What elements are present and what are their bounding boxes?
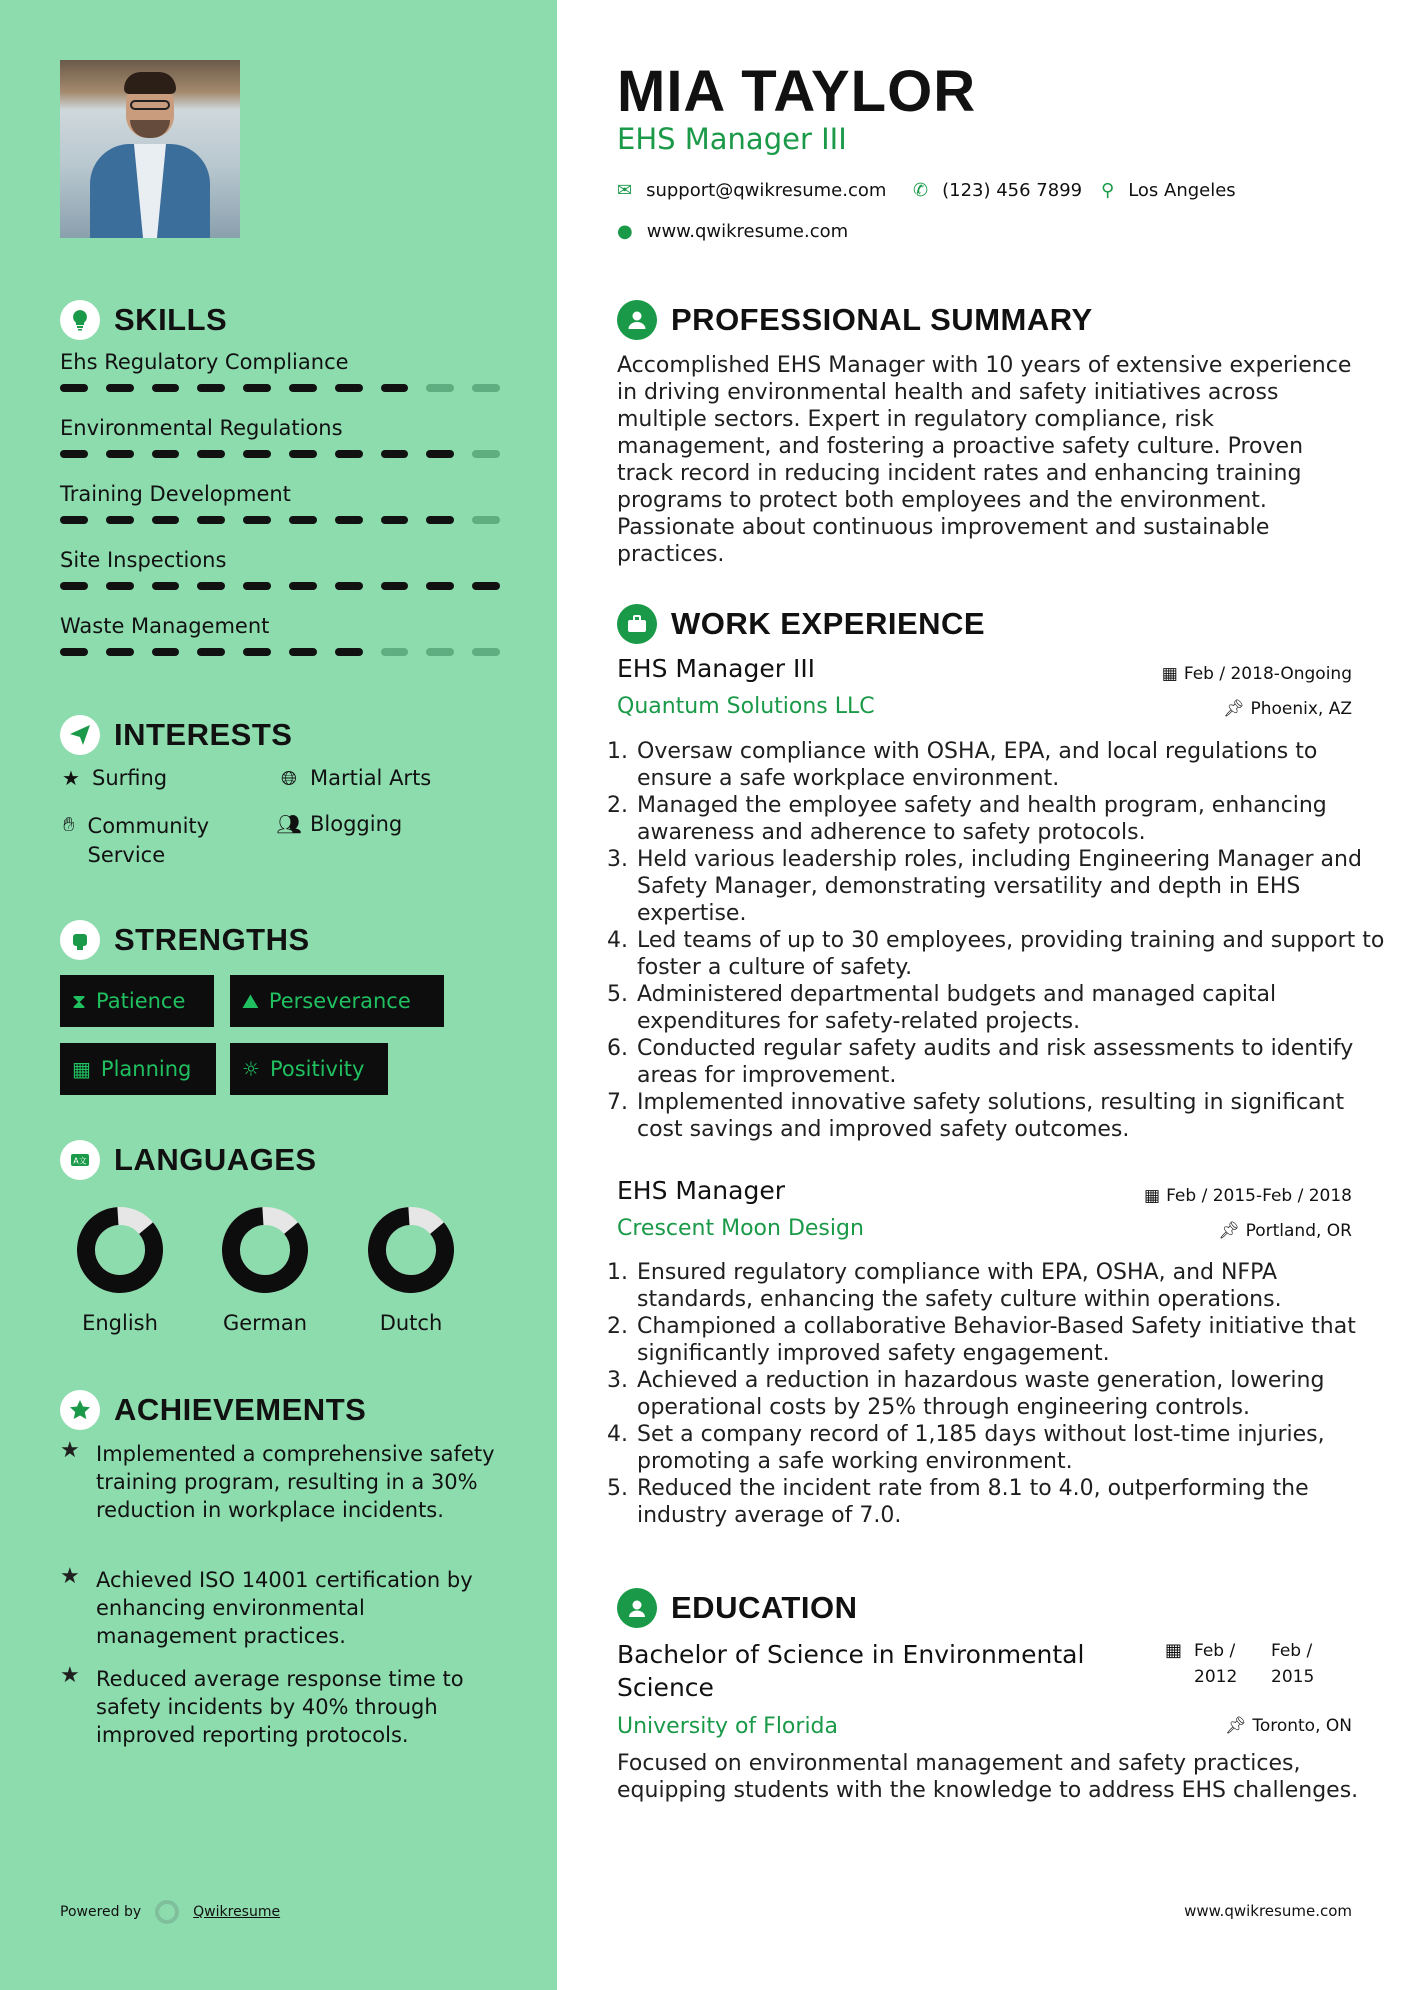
skill-level-segment — [243, 582, 271, 590]
skill-level-segment — [335, 516, 363, 524]
skill-label: Site Inspections — [60, 548, 227, 572]
skill-level-segment — [60, 384, 88, 392]
list-item: 2. Championed a collaborative Behavior-Based Safety initiative that significantly improved safety engagement. — [635, 1313, 1395, 1367]
skill-level-bar — [60, 648, 500, 656]
section-title: EDUCATION — [671, 1590, 858, 1625]
profile-photo — [60, 60, 240, 238]
shooting-star-icon: ★ — [60, 1564, 80, 1589]
pin-icon: 📌︎ — [1217, 1221, 1240, 1241]
list-item: 1. Ensured regulatory compliance with EPA, OSHA, and NFPA standards, enhancing the safety culture within operations. — [635, 1259, 1395, 1313]
achievement-text: Achieved ISO 14001 certification by enhancing environmental management practices. — [96, 1568, 473, 1648]
language-icon — [60, 1140, 100, 1180]
education-end: Feb / 2015 — [1271, 1641, 1315, 1687]
email-text: support@qwikresume.com — [646, 180, 887, 201]
language-name: Dutch — [379, 1311, 443, 1335]
language-item — [346, 1205, 476, 1335]
star-icon: ★ — [62, 766, 80, 790]
skill-level-segment — [152, 582, 180, 590]
skill-level-segment — [472, 648, 500, 656]
job-title: EHS Manager III — [617, 654, 816, 683]
skill-level-segment — [106, 516, 134, 524]
list-item: 3. Achieved a reduction in hazardous waste generation, lowering operational costs by 25% through engineering controls. — [635, 1367, 1395, 1421]
skill-level-segment — [426, 648, 454, 656]
candidate-title: EHS Manager III — [617, 122, 847, 156]
interest-label: Surfing — [92, 766, 168, 790]
section-title: LANGUAGES — [114, 1142, 317, 1177]
user-icon — [617, 300, 657, 340]
language-ring — [75, 1205, 165, 1295]
fist-icon — [60, 920, 100, 960]
globe-icon: 🌐︎ — [281, 766, 297, 790]
skill-level-segment — [106, 384, 134, 392]
achievement-item — [60, 1440, 500, 1524]
company-name: Quantum Solutions LLC — [617, 694, 875, 719]
skill-item — [60, 350, 500, 392]
strength-badge — [60, 1043, 216, 1095]
website-text: www.qwikresume.com — [646, 221, 849, 242]
skill-level-segment — [335, 648, 363, 656]
map-marker-icon: ⚲ — [1101, 180, 1115, 201]
skill-level-segment — [152, 648, 180, 656]
skill-level-segment — [472, 516, 500, 524]
achievement-item — [60, 1665, 500, 1749]
skill-level-segment — [289, 516, 317, 524]
job-dates: ▦ Feb / 2018-Ongoing — [1161, 664, 1352, 684]
list-item: 3. Held various leadership roles, including Engineering Manager and Safety Manager, demonstrating versatility and depth in EHS expertise. — [635, 846, 1395, 927]
job-bullets — [617, 1259, 1395, 1529]
graduate-icon — [617, 1588, 657, 1628]
skill-level-segment — [106, 648, 134, 656]
interest-label: Martial Arts — [310, 766, 432, 790]
list-item: 5. Administered departmental budgets and managed capital expenditures for safety-related projects. — [635, 981, 1395, 1035]
powered-label: Powered by — [60, 1904, 142, 1920]
skill-level-segment — [381, 384, 409, 392]
skill-level-segment — [426, 384, 454, 392]
education-heading — [617, 1588, 857, 1628]
list-item: 1. Oversaw compliance with OSHA, EPA, and local regulations to ensure a safe workplace environment. — [635, 738, 1395, 792]
contact-phone[interactable] — [913, 180, 1082, 201]
degree-title: Bachelor of Science in Environmental Science — [617, 1640, 1085, 1702]
skill-level-segment — [106, 582, 134, 590]
skill-level-segment — [426, 516, 454, 524]
skill-level-segment — [197, 582, 225, 590]
list-item: 4. Led teams of up to 30 employees, providing training and support to foster a culture of safety. — [635, 927, 1395, 981]
paper-plane-icon — [60, 715, 100, 755]
skill-level-segment — [289, 648, 317, 656]
skill-level-segment — [243, 648, 271, 656]
job-dates: ▦ Feb / 2015-Feb / 2018 — [1144, 1186, 1352, 1206]
language-name: German — [222, 1311, 308, 1335]
strengths-heading — [60, 920, 310, 960]
list-item: 5. Reduced the incident rate from 8.1 to 4.0, outperforming the industry average of 7.0. — [635, 1475, 1395, 1529]
language-item — [55, 1205, 185, 1335]
list-item: 4. Set a company record of 1,185 days without lost-time injuries, promoting a safe working environment. — [635, 1421, 1395, 1475]
summary-heading — [617, 300, 1093, 340]
pin-icon: 📌︎ — [1224, 1716, 1247, 1736]
strength-badge — [230, 1043, 388, 1095]
interest-label: Community Service — [87, 814, 210, 867]
section-title: SKILLS — [114, 302, 228, 337]
skill-label: Ehs Regulatory Compliance — [60, 350, 349, 374]
strength-label: Patience — [96, 989, 186, 1013]
job-location: 📌︎ Phoenix, AZ — [1222, 699, 1352, 719]
languages-heading — [60, 1140, 317, 1180]
skill-level-segment — [243, 450, 271, 458]
star-badge-icon — [60, 1390, 100, 1430]
globe-icon: ● — [617, 221, 633, 242]
summary-text: Accomplished EHS Manager with 10 years of extensive experience in driving environmental health and safety initiatives across multiple sectors. Expert in regulatory compliance, risk management, and fostering a proactive safety culture. Proven track record in reducing incident rates and enhancing training programs to protect both employees and the environment. Passionate about continuous improvement and sustainable practices. — [617, 353, 1352, 567]
strength-badge — [230, 975, 444, 1027]
skill-level-segment — [472, 384, 500, 392]
skill-level-segment — [381, 648, 409, 656]
skill-level-segment — [289, 384, 317, 392]
skill-level-segment — [243, 516, 271, 524]
contact-email[interactable] — [617, 180, 886, 201]
skill-level-segment — [381, 582, 409, 590]
language-item — [200, 1205, 330, 1335]
skill-level-segment — [289, 450, 317, 458]
skill-level-segment — [381, 450, 409, 458]
calendar-icon: ▦ — [1161, 664, 1178, 684]
skill-level-segment — [197, 648, 225, 656]
strength-label: Perseverance — [268, 989, 411, 1013]
skill-level-bar — [60, 582, 500, 590]
calendar-icon: ▦ — [1165, 1640, 1183, 1661]
contact-website[interactable] — [617, 221, 848, 242]
skill-level-segment — [106, 450, 134, 458]
section-title: WORK EXPERIENCE — [671, 606, 986, 641]
skill-level-segment — [426, 450, 454, 458]
skill-label: Environmental Regulations — [60, 416, 343, 440]
skill-item — [60, 614, 500, 656]
contact-location — [1101, 180, 1236, 201]
language-name: English — [82, 1311, 158, 1335]
interest-label: Blogging — [310, 812, 403, 836]
road-icon: ⛰︎ — [242, 989, 259, 1013]
skill-level-segment — [60, 582, 88, 590]
footer-url[interactable]: www.qwikresume.com — [1184, 1902, 1352, 1920]
skill-level-segment — [197, 384, 225, 392]
briefcase-icon — [617, 604, 657, 644]
candidate-name: MIA TAYLOR — [617, 59, 977, 124]
section-title: STRENGTHS — [114, 922, 310, 957]
skill-level-segment — [243, 384, 271, 392]
company-name: Crescent Moon Design — [617, 1216, 864, 1241]
job-bullets — [617, 738, 1395, 1143]
section-title: INTERESTS — [114, 717, 293, 752]
skill-level-segment — [60, 648, 88, 656]
skill-level-segment — [60, 450, 88, 458]
education-location: 📌︎ Toronto, ON — [1224, 1716, 1352, 1736]
section-title: PROFESSIONAL SUMMARY — [671, 302, 1093, 337]
skill-level-segment — [197, 450, 225, 458]
list-item: 6. Conducted regular safety audits and risk assessments to identify areas for improvement. — [635, 1035, 1395, 1089]
brand-link[interactable]: Qwikresume — [193, 1904, 281, 1920]
location-text: Los Angeles — [1128, 180, 1236, 201]
svg-text:A文: A文 — [73, 1156, 87, 1166]
skill-level-segment — [335, 384, 363, 392]
education-start: Feb / 2012 — [1194, 1641, 1238, 1687]
skill-level-segment — [381, 516, 409, 524]
school-name: University of Florida — [617, 1714, 838, 1739]
skill-item — [60, 416, 500, 458]
skill-level-segment — [472, 582, 500, 590]
skill-label: Training Development — [60, 482, 291, 506]
main-content — [557, 0, 1407, 1990]
skills-heading — [60, 300, 227, 340]
achievements-heading — [60, 1390, 366, 1430]
language-ring — [366, 1205, 456, 1295]
skill-level-segment — [426, 582, 454, 590]
shooting-star-icon: ★ — [60, 1663, 80, 1688]
skill-label: Waste Management — [60, 614, 270, 638]
hand-icon: ✋︎ — [63, 812, 75, 836]
job-title: EHS Manager — [617, 1176, 785, 1205]
powered-by — [60, 1900, 280, 1924]
skill-level-segment — [335, 450, 363, 458]
interests-heading — [60, 715, 292, 755]
language-ring — [220, 1205, 310, 1295]
skill-level-segment — [197, 516, 225, 524]
shooting-star-icon: ★ — [60, 1438, 80, 1463]
skill-level-bar — [60, 450, 500, 458]
pin-icon: 📌︎ — [1222, 699, 1245, 719]
strength-label: Positivity — [269, 1057, 365, 1081]
skill-level-bar — [60, 384, 500, 392]
interest-item — [58, 812, 258, 870]
interest-item — [58, 766, 167, 790]
users-icon: 👥︎ — [276, 812, 302, 836]
strength-badge — [60, 975, 214, 1027]
interest-item — [276, 766, 431, 790]
skill-level-segment — [152, 384, 180, 392]
education-description: Focused on environmental management and safety practices, equipping students with the knowledge to address EHS challenges. — [617, 1751, 1359, 1803]
skill-item — [60, 482, 500, 524]
skill-level-segment — [60, 516, 88, 524]
skill-level-segment — [152, 450, 180, 458]
qwikresume-logo-icon — [155, 1900, 179, 1924]
sun-icon: ☼ — [242, 1057, 260, 1081]
interest-item — [276, 812, 402, 836]
achievement-item — [60, 1566, 500, 1650]
strength-label: Planning — [100, 1057, 192, 1081]
lightbulb-icon — [60, 300, 100, 340]
list-item: 2. Managed the employee safety and health program, enhancing awareness and adherence to safety protocols. — [635, 792, 1395, 846]
skill-level-segment — [152, 516, 180, 524]
list-item: 7. Implemented innovative safety solutions, resulting in significant cost savings and improved safety outcomes. — [635, 1089, 1395, 1143]
envelope-icon: ✉ — [617, 180, 633, 201]
phone-icon: ✆ — [913, 180, 929, 201]
experience-heading — [617, 604, 985, 644]
skill-level-segment — [289, 582, 317, 590]
section-title: ACHIEVEMENTS — [114, 1392, 367, 1427]
skill-item — [60, 548, 500, 590]
job-location: 📌︎ Portland, OR — [1217, 1221, 1352, 1241]
skill-level-segment — [472, 450, 500, 458]
hourglass-icon: ⧗ — [72, 989, 87, 1013]
skill-level-bar — [60, 516, 500, 524]
calendar-icon: ▦ — [72, 1057, 91, 1081]
calendar-icon: ▦ — [1144, 1186, 1161, 1206]
sidebar — [0, 0, 557, 1990]
achievement-text: Implemented a comprehensive safety training program, resulting in a 30% reduction in workplace incidents. — [96, 1442, 495, 1522]
achievement-text: Reduced average response time to safety incidents by 40% through improved reporting protocols. — [96, 1667, 464, 1747]
phone-text: (123) 456 7899 — [942, 180, 1083, 201]
skill-level-segment — [335, 582, 363, 590]
